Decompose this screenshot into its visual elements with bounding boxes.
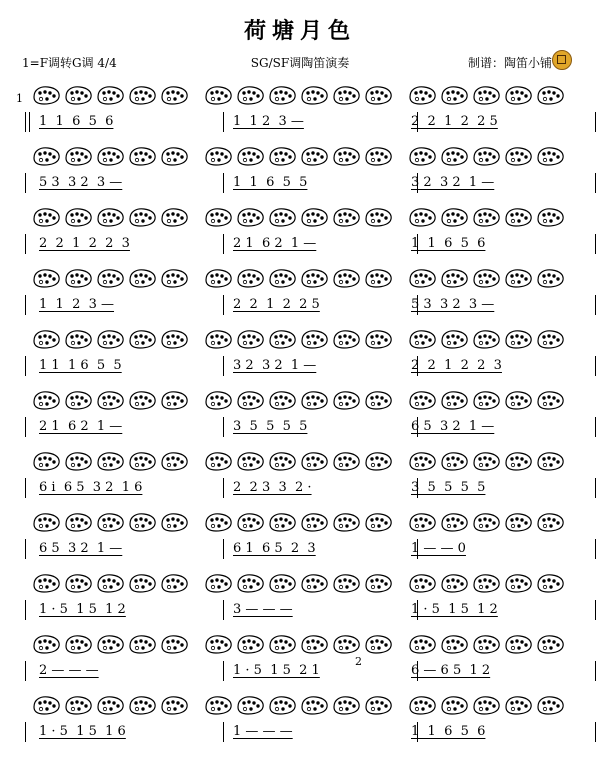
barline (595, 356, 596, 376)
ocarina-fingering-icon (127, 267, 157, 289)
barline (29, 112, 30, 132)
ocarina-fingering-icon (235, 389, 265, 411)
ocarina-fingering-icon (63, 572, 93, 594)
notation-row (25, 173, 583, 197)
ocarina-fingering-icon (331, 84, 361, 106)
measure-notes: 3 2 3 2 1 — (411, 175, 495, 190)
measure-notes: 6 5 3 2 1 — (411, 419, 495, 434)
ocarina-fingering-icon (439, 511, 469, 533)
ocarina-fingering-icon (159, 84, 189, 106)
ocarina-fingering-icon (159, 267, 189, 289)
ocarina-fingering-icon (299, 145, 329, 167)
ocarina-fingering-icon (439, 328, 469, 350)
ocarina-fingering-icon (235, 328, 265, 350)
ocarina-fingering-icon (267, 206, 297, 228)
ocarina-fingering-icon (471, 145, 501, 167)
ocarina-fingering-icon (439, 389, 469, 411)
ocarina-fingering-icon (471, 450, 501, 472)
ocarina-fingering-icon (235, 511, 265, 533)
measure-notes: 1 · 5 1 5 1 6 (39, 724, 126, 739)
measure-notes: 1 1 2 3 — (233, 114, 304, 129)
measure-notes: 2 — — — (39, 663, 99, 678)
ocarina-fingering-icon (31, 450, 61, 472)
ocarina-fingering-icon (267, 389, 297, 411)
measure-notes: 6 5 3 2 1 — (39, 541, 123, 556)
ocarina-fingering-row (31, 267, 583, 293)
ocarina-fingering-icon (63, 267, 93, 289)
barline (595, 478, 596, 498)
ocarina-fingering-icon (159, 145, 189, 167)
ocarina-fingering-icon (439, 145, 469, 167)
ocarina-fingering-icon (439, 206, 469, 228)
ocarina-fingering-icon (363, 206, 393, 228)
ocarina-fingering-icon (63, 511, 93, 533)
ocarina-fingering-icon (95, 389, 125, 411)
ocarina-fingering-icon (535, 328, 565, 350)
measure-notes: 3 2 3 2 1 — (233, 358, 317, 373)
barline (25, 539, 26, 559)
measure-notes: 1 1 1 6 5 5 (39, 358, 122, 373)
ocarina-fingering-icon (299, 511, 329, 533)
ocarina-fingering-icon (31, 206, 61, 228)
barline (595, 112, 596, 132)
ocarina-fingering-icon (203, 572, 233, 594)
measure-notes: 2 2 3 3 2 · (233, 480, 312, 495)
ocarina-fingering-icon (127, 511, 157, 533)
ocarina-fingering-icon (267, 694, 297, 716)
ocarina-fingering-icon (331, 206, 361, 228)
ocarina-fingering-icon (331, 145, 361, 167)
ocarina-fingering-icon (203, 389, 233, 411)
ocarina-fingering-icon (363, 145, 393, 167)
measure-notes: 1 1 6 5 6 (39, 114, 114, 129)
barline (223, 539, 224, 559)
ocarina-fingering-icon (267, 267, 297, 289)
barline (223, 295, 224, 315)
ocarina-fingering-icon (267, 328, 297, 350)
notation-row (25, 539, 583, 563)
ocarina-fingering-row (31, 206, 583, 232)
ocarina-fingering-icon (331, 450, 361, 472)
measure-notes: 3 — — — (233, 602, 293, 617)
ocarina-fingering-row (31, 633, 583, 659)
measure-notes: 1 · 5 1 5 1 2 (411, 602, 498, 617)
ocarina-fingering-icon (503, 145, 533, 167)
ocarina-fingering-icon (299, 450, 329, 472)
ocarina-fingering-icon (203, 450, 233, 472)
ocarina-fingering-icon (503, 511, 533, 533)
ocarina-fingering-icon (407, 389, 437, 411)
measure-notes: 2 2 1 2 2 3 (411, 358, 502, 373)
ocarina-fingering-icon (203, 328, 233, 350)
ocarina-fingering-row (31, 450, 583, 476)
barline (25, 722, 26, 742)
ocarina-fingering-icon (159, 206, 189, 228)
ocarina-fingering-icon (471, 84, 501, 106)
ocarina-fingering-icon (439, 572, 469, 594)
ocarina-fingering-icon (535, 450, 565, 472)
ocarina-fingering-icon (31, 267, 61, 289)
ocarina-fingering-icon (363, 328, 393, 350)
measure-notes: 2 1 6 2 1 — (233, 236, 317, 251)
ocarina-fingering-icon (235, 84, 265, 106)
ocarina-fingering-icon (363, 572, 393, 594)
notation-row (25, 478, 583, 502)
ocarina-fingering-icon (203, 145, 233, 167)
ocarina-fingering-icon (63, 389, 93, 411)
measure-notes: 5 3 3 2 3 — (39, 175, 123, 190)
ocarina-fingering-icon (299, 206, 329, 228)
ocarina-fingering-icon (235, 145, 265, 167)
ocarina-fingering-icon (95, 694, 125, 716)
measure-notes: 1 1 6 5 6 (411, 724, 486, 739)
ocarina-fingering-icon (235, 572, 265, 594)
measure-notes: 2 2 1 2 2 5 (411, 114, 498, 129)
ocarina-fingering-icon (439, 84, 469, 106)
ocarina-fingering-icon (503, 206, 533, 228)
ocarina-fingering-icon (31, 328, 61, 350)
ocarina-fingering-icon (535, 694, 565, 716)
measure-notes: 2 2 1 2 2 3 (39, 236, 130, 251)
barline (25, 600, 26, 620)
ocarina-fingering-icon (95, 572, 125, 594)
ocarina-fingering-icon (31, 145, 61, 167)
ocarina-fingering-icon (471, 511, 501, 533)
ocarina-fingering-icon (503, 633, 533, 655)
credit-line: 制谱：陶笛小铺 (467, 56, 552, 70)
barline (25, 173, 26, 193)
measure-notes: 6 1 6 5 2 3 (233, 541, 316, 556)
ocarina-fingering-icon (299, 267, 329, 289)
ocarina-fingering-icon (127, 450, 157, 472)
ocarina-fingering-icon (159, 511, 189, 533)
ocarina-fingering-row (31, 389, 583, 415)
ocarina-fingering-icon (235, 633, 265, 655)
ocarina-fingering-icon (203, 84, 233, 106)
ocarina-fingering-icon (407, 328, 437, 350)
measure-notes: 1 1 2 3 — (39, 297, 115, 312)
barline (223, 234, 224, 254)
ocarina-fingering-icon (471, 267, 501, 289)
ocarina-fingering-icon (203, 267, 233, 289)
ocarina-fingering-icon (235, 267, 265, 289)
ocarina-fingering-icon (503, 84, 533, 106)
measure-notes: 6 — 6 5 1 2 (411, 663, 491, 678)
notation-row (25, 600, 583, 624)
ocarina-fingering-icon (95, 267, 125, 289)
ocarina-fingering-icon (203, 511, 233, 533)
ocarina-fingering-icon (407, 511, 437, 533)
ocarina-fingering-icon (535, 389, 565, 411)
barline (223, 417, 224, 437)
barline (595, 295, 596, 315)
ocarina-fingering-icon (127, 206, 157, 228)
ocarina-fingering-icon (159, 328, 189, 350)
ocarina-fingering-icon (127, 389, 157, 411)
measure-notes: 1 1 6 5 6 (411, 236, 486, 251)
ocarina-fingering-icon (31, 389, 61, 411)
ocarina-fingering-icon (159, 694, 189, 716)
ocarina-fingering-icon (267, 511, 297, 533)
ocarina-fingering-icon (299, 389, 329, 411)
ocarina-fingering-icon (331, 572, 361, 594)
shop-seal-icon (552, 50, 572, 70)
ocarina-fingering-icon (95, 450, 125, 472)
ocarina-fingering-icon (63, 84, 93, 106)
ocarina-fingering-icon (471, 389, 501, 411)
ocarina-fingering-icon (95, 84, 125, 106)
ocarina-fingering-icon (299, 694, 329, 716)
ocarina-fingering-icon (535, 267, 565, 289)
ocarina-fingering-icon (159, 450, 189, 472)
ocarina-fingering-icon (31, 511, 61, 533)
ocarina-fingering-icon (363, 633, 393, 655)
ocarina-fingering-icon (127, 84, 157, 106)
ocarina-fingering-icon (503, 450, 533, 472)
ocarina-fingering-icon (203, 206, 233, 228)
ocarina-fingering-icon (63, 328, 93, 350)
ocarina-fingering-icon (31, 572, 61, 594)
ocarina-fingering-icon (535, 572, 565, 594)
ocarina-fingering-icon (127, 328, 157, 350)
score-title: 荷塘月色 (243, 19, 356, 44)
ocarina-fingering-icon (63, 206, 93, 228)
ocarina-fingering-icon (299, 633, 329, 655)
ocarina-fingering-icon (331, 694, 361, 716)
barline (223, 173, 224, 193)
ocarina-fingering-icon (267, 450, 297, 472)
measure-notes: 2 2 1 2 2 5 (233, 297, 320, 312)
ocarina-fingering-icon (95, 511, 125, 533)
ocarina-fingering-icon (471, 206, 501, 228)
ocarina-fingering-row (31, 328, 583, 354)
ocarina-fingering-icon (267, 84, 297, 106)
ocarina-fingering-icon (63, 450, 93, 472)
ocarina-fingering-icon (535, 206, 565, 228)
system-marker-2: 2 (355, 655, 362, 668)
measure-notes: 1 — — 0 (411, 541, 466, 556)
ocarina-fingering-icon (503, 694, 533, 716)
ocarina-fingering-icon (503, 267, 533, 289)
ocarina-fingering-icon (31, 84, 61, 106)
key-signature: 1=F调转G调 4/4 (22, 56, 117, 70)
ocarina-fingering-icon (439, 450, 469, 472)
ocarina-fingering-icon (471, 633, 501, 655)
ocarina-fingering-icon (31, 694, 61, 716)
ocarina-fingering-icon (127, 694, 157, 716)
measure-notes: 1 1 6 5 5 (233, 175, 308, 190)
ocarina-fingering-icon (127, 572, 157, 594)
measure-notes: 1 · 5 1 5 2 1 (233, 663, 320, 678)
barline (595, 722, 596, 742)
ocarina-fingering-icon (407, 694, 437, 716)
ocarina-fingering-icon (95, 206, 125, 228)
ocarina-fingering-icon (95, 633, 125, 655)
measure-notes: 6 i 6 5 3 2 1 6 (39, 480, 143, 495)
ocarina-fingering-icon (267, 633, 297, 655)
barline (25, 661, 26, 681)
ocarina-fingering-icon (471, 572, 501, 594)
ocarina-fingering-icon (439, 633, 469, 655)
ocarina-fingering-icon (331, 267, 361, 289)
barline (25, 356, 26, 376)
ocarina-fingering-icon (471, 328, 501, 350)
ocarina-fingering-icon (63, 145, 93, 167)
ocarina-fingering-icon (63, 633, 93, 655)
barline (25, 417, 26, 437)
ocarina-fingering-icon (95, 328, 125, 350)
barline (223, 112, 224, 132)
ocarina-fingering-icon (407, 450, 437, 472)
ocarina-fingering-icon (63, 694, 93, 716)
notation-row (25, 417, 583, 441)
ocarina-fingering-icon (331, 633, 361, 655)
barline (595, 600, 596, 620)
ocarina-fingering-icon (299, 84, 329, 106)
measure-notes: 3 5 5 5 5 (233, 419, 308, 434)
ocarina-fingering-icon (31, 633, 61, 655)
ocarina-fingering-icon (407, 633, 437, 655)
ocarina-fingering-icon (471, 694, 501, 716)
ocarina-fingering-icon (159, 572, 189, 594)
ocarina-fingering-icon (535, 145, 565, 167)
ocarina-fingering-icon (299, 572, 329, 594)
ocarina-fingering-icon (363, 450, 393, 472)
measure-notes: 1 — — — (233, 724, 293, 739)
ocarina-fingering-icon (363, 511, 393, 533)
ocarina-fingering-icon (503, 389, 533, 411)
ocarina-fingering-row (31, 145, 583, 171)
notation-row (25, 295, 583, 319)
notation-row (25, 356, 583, 380)
system-marker-1: 1 (16, 92, 23, 105)
barline (595, 234, 596, 254)
ocarina-fingering-icon (235, 694, 265, 716)
ocarina-fingering-icon (535, 633, 565, 655)
ocarina-fingering-icon (203, 694, 233, 716)
barline (223, 661, 224, 681)
ocarina-fingering-row (31, 694, 583, 720)
ocarina-fingering-icon (331, 511, 361, 533)
ocarina-fingering-row (31, 511, 583, 537)
measure-notes: 1 · 5 1 5 1 2 (39, 602, 126, 617)
ocarina-fingering-icon (331, 328, 361, 350)
ocarina-fingering-icon (535, 511, 565, 533)
ocarina-fingering-icon (127, 633, 157, 655)
barline (25, 112, 26, 132)
ocarina-fingering-icon (363, 267, 393, 289)
barline (25, 295, 26, 315)
barline (223, 478, 224, 498)
ocarina-fingering-icon (407, 84, 437, 106)
ocarina-fingering-icon (159, 389, 189, 411)
notation-row (25, 722, 583, 746)
ocarina-fingering-icon (503, 328, 533, 350)
ocarina-fingering-icon (267, 572, 297, 594)
ocarina-fingering-icon (127, 145, 157, 167)
ocarina-fingering-icon (439, 267, 469, 289)
barline (25, 234, 26, 254)
ocarina-fingering-icon (331, 389, 361, 411)
ocarina-fingering-row (31, 572, 583, 598)
barline (25, 478, 26, 498)
barline (595, 539, 596, 559)
ocarina-fingering-icon (363, 694, 393, 716)
ocarina-fingering-icon (407, 206, 437, 228)
ocarina-fingering-row (31, 84, 583, 110)
ocarina-fingering-icon (267, 145, 297, 167)
measure-notes: 5 3 3 2 3 — (411, 297, 495, 312)
notation-row (25, 661, 583, 685)
ocarina-fingering-icon (95, 145, 125, 167)
ocarina-fingering-icon (503, 572, 533, 594)
barline (595, 173, 596, 193)
ocarina-fingering-icon (407, 572, 437, 594)
instrument-subtitle: SG/SF调陶笛演奏 (250, 56, 350, 70)
barline (223, 356, 224, 376)
ocarina-fingering-icon (235, 450, 265, 472)
ocarina-fingering-icon (299, 328, 329, 350)
barline (223, 722, 224, 742)
ocarina-fingering-icon (363, 389, 393, 411)
ocarina-fingering-icon (439, 694, 469, 716)
ocarina-fingering-icon (159, 633, 189, 655)
ocarina-fingering-icon (535, 84, 565, 106)
ocarina-fingering-icon (407, 267, 437, 289)
ocarina-fingering-icon (235, 206, 265, 228)
notation-row (25, 112, 583, 136)
measure-notes: 2 1 6 2 1 — (39, 419, 123, 434)
barline (223, 600, 224, 620)
ocarina-fingering-icon (203, 633, 233, 655)
barline (595, 417, 596, 437)
notation-row (25, 234, 583, 258)
measure-notes: 3 5 5 5 5 (411, 480, 486, 495)
barline (595, 661, 596, 681)
ocarina-fingering-icon (407, 145, 437, 167)
ocarina-fingering-icon (363, 84, 393, 106)
